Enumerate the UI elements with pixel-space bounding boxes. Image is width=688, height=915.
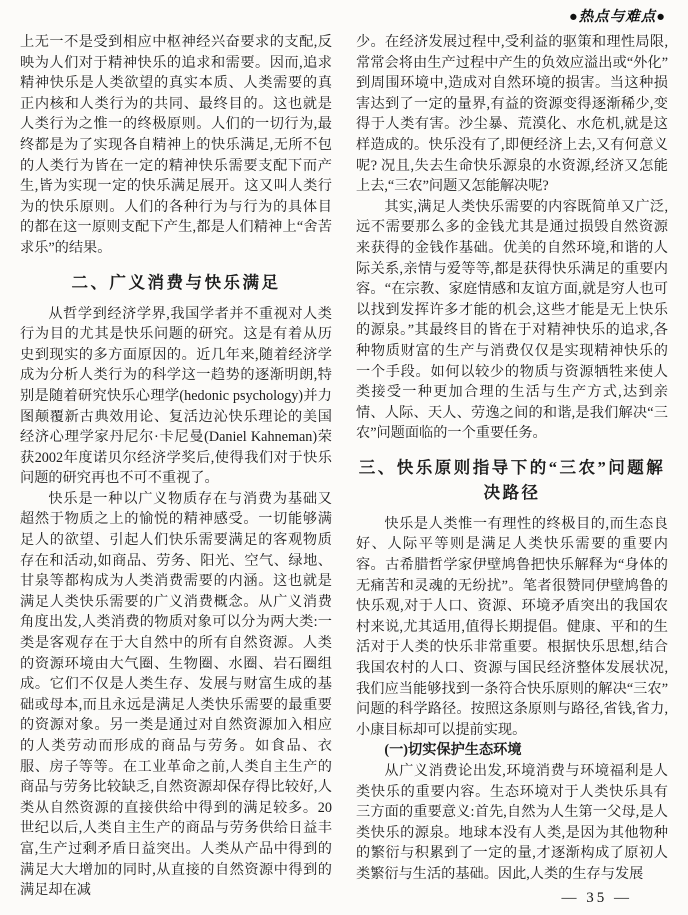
section-badge: ●热点与难点●: [568, 9, 666, 25]
paragraph: 其实,满足人类快乐需要的内容既简单又广泛,远不需要那么多的金钱尤其是通过损毁自然资源来获得的金钱作基础。优美的自然环境,和谐的人际关系,亲情与爱等等,都是获得快乐满足的重要内容。“在宗教、家庭情感和友谊方面,就是穷人也可以找到发挥许多才能的机会,这些才能是无上快乐的源泉。”其最终目的皆在于对精神快乐的追求,各种物质财富的生产与消费仅仅是实现精神快乐的一个手段。如何以较少的物质与资源牺牲来使人类接受一种更加合理的生活与生产方式,达到亲情、人际、天人、劳逸之间的和谐,是我们解决“三农”问题面临的一个重要任务。: [356, 198, 668, 442]
paragraph: 快乐是一种以广义物质存在与消费为基础又超然于物质之上的愉悦的精神感受。一切能够满足人的欲望、引起人们快乐需要满足的客观物质存在和活动,如商品、劳务、阳光、空气、绿地、甘泉等都构成为人类消费需要的内涵。这也就是满足人类快乐需要的广义消费概念。从广义消费角度出发,人类消费的物质对象可以分为两大类:一类是客观存在于大自然中的所有自然资源。人类的资源环境由大气圈、生物圈、水圈、岩石圈组成。它们不仅是人类生存、发展与财富生成的基础或母本,而且永远是满足人类快乐需要的最重要的资源对象。另一类是通过对自然资源加入相应的人类劳动而形成的商品与劳务。如食品、衣服、房子等等。在工业革命之前,人类自主生产的商品与劳务比较缺乏,自然资源却保存得比较好,人类从自然资源的直接供给中得到的满足较多。20世纪以后,人类自主生产的商品与劳务供给日益丰富,生产过剩矛盾日益突出。人类从产品中得到的满足大大增加的同时,从直接的自然资源中得到的满足却在减: [20, 490, 332, 899]
subsection-heading-1: (一)切实保护生态环境: [384, 742, 522, 759]
paragraph: 从哲学到经济学界,我国学者并不重视对人类行为目的尤其是快乐问题的研究。这是有着从历史到现实的多方面原因的。近几年来,随着经济学成为分析人类行为的科学这一趋势的逐渐明朗,特别是随着研究快乐心理学(hedonic psychology)并力图颠覆新古典效用论、复活边沁快乐理论的美国经济心理学家丹尼尔·卡尼曼(Daniel Kahneman)荣获2002年度诺贝尔经济学奖后,使得我们对于快乐问题的研究再也不可不重视了。: [20, 305, 332, 487]
page-number: — 35 —: [561, 890, 632, 906]
right-column: [356, 32, 668, 901]
page-header: [20, 5, 668, 28]
paragraph: 从广义消费论出发,环境消费与环境福利是人类快乐的重要内容。生态环境对于人类快乐具有三方面的重要意义:首先,自然为人生第一父母,是人类快乐的源泉。地球本没有人类,是因为其他物种的繁衍与积累到了一定的量,才逐渐构成了原初人类繁衍与生活的基础。因此,人类的生存与发展: [356, 763, 668, 882]
left-column: [20, 32, 332, 901]
paragraph: 快乐是人类惟一有理性的终极目的,而生态良好、人际平等则是满足人类快乐需要的重要内容。古希腊哲学家伊壁鸠鲁把快乐解释为“身体的无痛苦和灵魂的无纷扰”。笔者很赞同伊壁鸠鲁的快乐观,对于人口、资源、环境矛盾突出的我国农村来说,尤其适用,值得长期提倡。健康、平和的生活对于人类的快乐非常重要。根据快乐思想,结合我国农村的人口、资源与国民经济整体发展状况,我们应当能够找到一条符合快乐原则的解决“三农”问题的科学路径。按照这条原则与路径,省钱,省力,小康目标却可以提前实现。: [356, 515, 668, 738]
paragraph: 少。在经济发展过程中,受利益的驱策和理性局限,常常会将由生产过程中产生的负效应溢出或“外化”到周围环境中,造成对自然环境的损害。当这种损害达到了一定的量界,有益的资源变得逐渐稀少,变得于人类有害。沙尘暴、荒漠化、水危机,就是这样造成的。快乐没有了,即便经济上去,又有何意义呢? 况且,失去生命快乐源泉的水资源,经济又怎能上去,“三农”问题又怎能解决呢?: [356, 34, 668, 195]
paragraph: 上无一不是受到相应中枢神经兴奋要求的支配,反映为人们对于精神快乐的追求和需要。因而,追求精神快乐是人类欲望的真实本质、人类需要的真正内核和人类行为的共同、最终目的。这也就是人类行为之惟一的终极原则。人们的一切行为,最终都是为了实现各自精神上的快乐满足,无所不包的人类行为皆在一定的精神快乐需要支配下而产生,皆为实现一定的快乐满足展开。这又叫人类行为的快乐原则。人们的各种行为与行为的具体目的都在这一原则支配下产生,都是人们精神上“舍苦求乐”的结果。: [20, 34, 332, 256]
two-column-text: [20, 32, 668, 901]
section-heading-2: 二、广义消费与快乐满足: [71, 272, 281, 292]
section-heading-3: 三、快乐原则指导下的“三农”问题解决路径: [358, 457, 666, 502]
